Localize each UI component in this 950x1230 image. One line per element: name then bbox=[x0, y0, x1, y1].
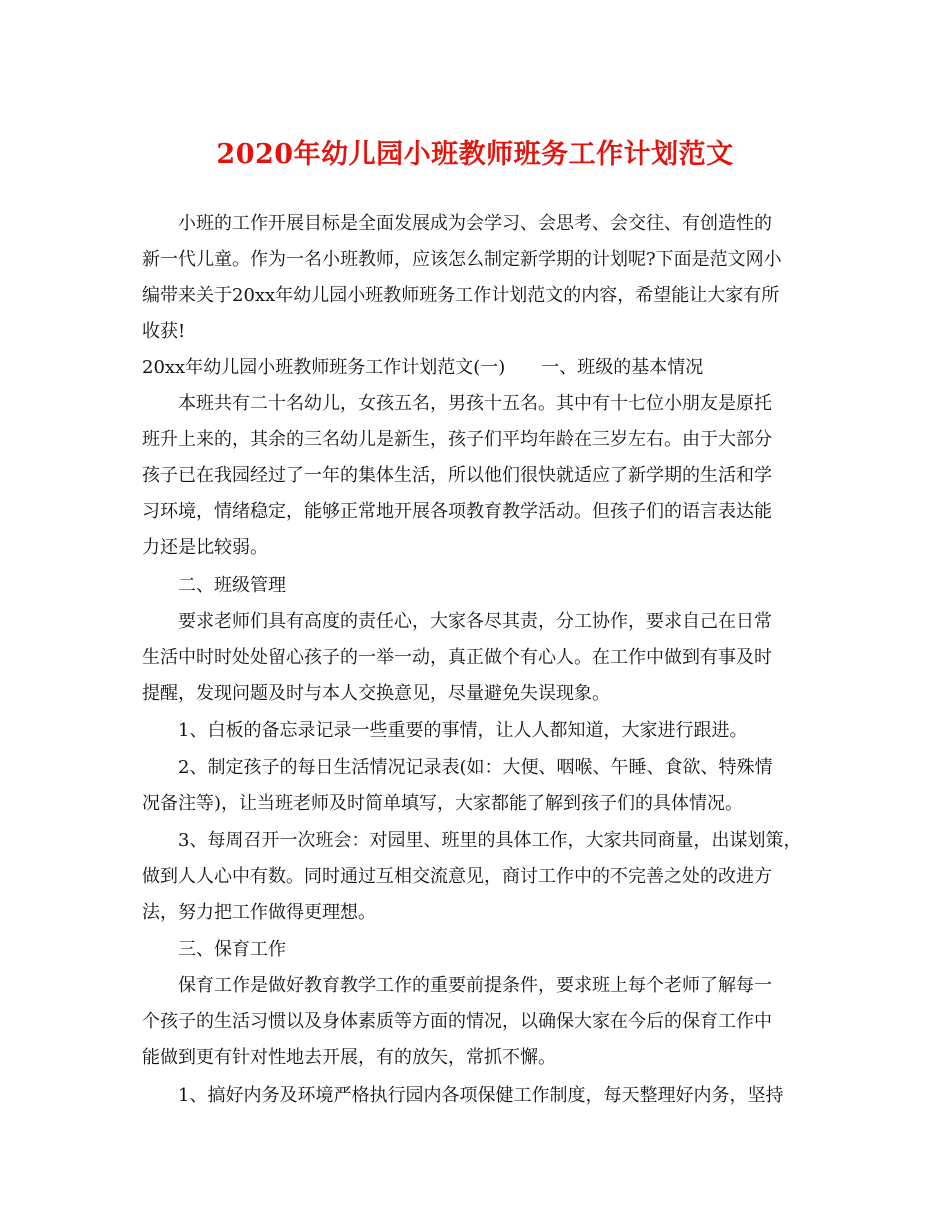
document-title: 2020年幼儿园小班教师班务工作计划范文 bbox=[216, 139, 734, 170]
paragraph-line: 做到人人心中有数。同时通过互相交流意见，商讨工作中的不完善之处的改进方 bbox=[142, 866, 772, 887]
section-heading: 三、保育工作 bbox=[178, 939, 286, 960]
paragraph-line: 力还是比较弱。 bbox=[142, 537, 268, 558]
paragraph-line: 况备注等)，让当班老师及时简单填写，大家都能了解到孩子们的具体情况。 bbox=[142, 793, 744, 814]
paragraph-line: 提醒，发现问题及时与本人交换意见，尽量避免失误现象。 bbox=[142, 683, 610, 704]
section-heading: 二、班级管理 bbox=[178, 575, 286, 596]
paragraph-line: 2、制定孩子的每日生活情况记录表(如：大便、咽喉、午睡、食欲、特殊情 bbox=[178, 757, 773, 778]
paragraph-line: 班升上来的，其余的三名幼儿是新生，孩子们平均年龄在三岁左右。由于大部分 bbox=[142, 429, 772, 450]
paragraph-line: 1、白板的备忘录记录一些重要的事情，让人人都知道，大家进行跟进。 bbox=[178, 720, 748, 741]
paragraph-line: 新一代儿童。作为一名小班教师，应该怎么制定新学期的计划呢?下面是范文网小 bbox=[142, 249, 782, 270]
paragraph-line: 保育工作是做好教育教学工作的重要前提条件，要求班上每个老师了解每一 bbox=[178, 975, 772, 996]
paragraph-line: 要求老师们具有高度的责任心，大家各尽其责，分工协作，要求自己在日常 bbox=[178, 611, 772, 632]
paragraph-line: 编带来关于20xx年幼儿园小班教师班务工作计划范文的内容，希望能让大家有所 bbox=[142, 285, 780, 306]
paragraph-line: 收获! bbox=[142, 321, 186, 342]
paragraph-line: 本班共有二十名幼儿，女孩五名，男孩十五名。其中有十七位小朋友是原托 bbox=[178, 393, 772, 414]
paragraph-line: 法，努力把工作做得更理想。 bbox=[142, 902, 376, 923]
paragraph-line: 20xx年幼儿园小班教师班务工作计划范文(一) 一、班级的基本情况 bbox=[142, 357, 704, 378]
paragraph-line: 习环境，情绪稳定，能够正常地开展各项教育教学活动。但孩子们的语言表达能 bbox=[142, 501, 772, 522]
paragraph-line: 个孩子的生活习惯以及身体素质等方面的情况，以确保大家在今后的保育工作中 bbox=[142, 1011, 772, 1032]
paragraph-line: 孩子已在我园经过了一年的集体生活，所以他们很快就适应了新学期的生活和学 bbox=[142, 465, 772, 486]
paragraph-line: 生活中时时处处留心孩子的一举一动，真正做个有心人。在工作中做到有事及时 bbox=[142, 647, 772, 668]
paragraph-line: 小班的工作开展目标是全面发展成为会学习、会思考、会交往、有创造性的 bbox=[178, 213, 772, 234]
paragraph-line: 3、每周召开一次班会：对园里、班里的具体工作，大家共同商量，出谋划策， bbox=[178, 830, 802, 851]
paragraph-line: 能做到更有针对性地去开展，有的放矢，常抓不懈。 bbox=[142, 1047, 556, 1068]
paragraph-line: 1、搞好内务及环境严格执行园内各项保健工作制度，每天整理好内务，坚持 bbox=[178, 1085, 784, 1106]
